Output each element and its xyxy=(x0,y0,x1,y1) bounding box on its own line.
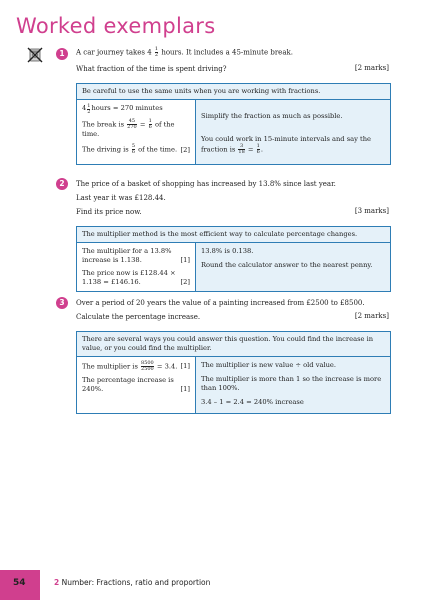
q2-text-line2: Last year it was £128.44. xyxy=(76,194,166,202)
page-title: Worked exemplars xyxy=(16,14,216,38)
q2-text-line1: The price of a basket of shopping has increased by 13.8% since last year. xyxy=(76,180,336,188)
q3-box-tip: There are several ways you could answer this question. You could find the increase in value, or you could find the multiplier. xyxy=(77,332,390,357)
q3-working: The multiplier is $\frac{8500}{2500}$ = 3.4. [1] The percentage increase is 240%. [1] xyxy=(77,357,196,413)
chapter-title: Number: Fractions, ratio and proportion xyxy=(61,578,211,587)
q2-working: The multiplier for a 13.8% increase is 1.138. [1] The price now is £128.44 × 1.138 = £146.16. [2] xyxy=(77,243,196,291)
q1-working-line1: 4 $\frac{1}{2}$ hours = 270 minutes xyxy=(82,103,163,115)
q2-marks: [3 marks] xyxy=(354,207,389,215)
q1-text-line2: What fraction of the time is spent driving? xyxy=(76,65,227,73)
question-number-3: 3 xyxy=(56,297,68,309)
q2-answer-box xyxy=(76,226,391,292)
q1-notes: Simplify the fraction as much as possible. You could work in 15-minute intervals and say the fraction is $\frac{3}{18}$ = $\frac{1}{6}$ . xyxy=(201,112,371,155)
q1-answer-box xyxy=(76,83,391,165)
chapter-footer xyxy=(54,578,210,587)
q3-text-line1: Over a period of 20 years the value of a painting increased from £2500 to £8500. xyxy=(76,299,365,307)
chapter-number: 2 xyxy=(54,578,60,587)
q2-notes: 13.8% is 0.138. Round the calculator answer to the nearest penny. xyxy=(201,247,373,269)
q1-working-line2: The break is $\frac{45}{270}$ = $\frac{1}{6}$ of the time. xyxy=(82,118,175,138)
q1-box-tip: Be careful to use the same units when you are working with fractions. xyxy=(77,84,390,100)
q1-working-mark: [2] xyxy=(180,146,190,154)
page-number: 54 xyxy=(13,578,26,588)
question-number-2: 2 xyxy=(56,178,68,190)
q3-notes: The multiplier is new value ÷ old value. The multiplier is more than 1 so the increase is more than 100%. 3.4 – 1 = 2.4 = 240% increase xyxy=(201,361,382,406)
question-number-1: 1 xyxy=(56,48,68,60)
q3-marks: [2 marks] xyxy=(354,312,389,320)
q1-working xyxy=(77,100,196,164)
q3-answer-box xyxy=(76,331,391,414)
q2-box-tip: The multiplier method is the most efficient way to calculate percentage changes. xyxy=(77,227,390,243)
q1-marks: [2 marks] xyxy=(354,64,389,72)
q2-text-line3: Find its price now. xyxy=(76,208,142,216)
q1-fraction: $\frac{1}{2}$ xyxy=(154,46,159,58)
no-calculator-icon xyxy=(27,47,43,63)
q3-text-line2: Calculate the percentage increase. xyxy=(76,313,201,321)
q1-working-line3: The driving is $\frac{5}{6}$ of the time. [2] xyxy=(82,143,190,155)
q1-text-line1: A car journey takes 4 $\frac{1}{2}$ hours. It includes a 45-minute break. xyxy=(76,46,293,58)
